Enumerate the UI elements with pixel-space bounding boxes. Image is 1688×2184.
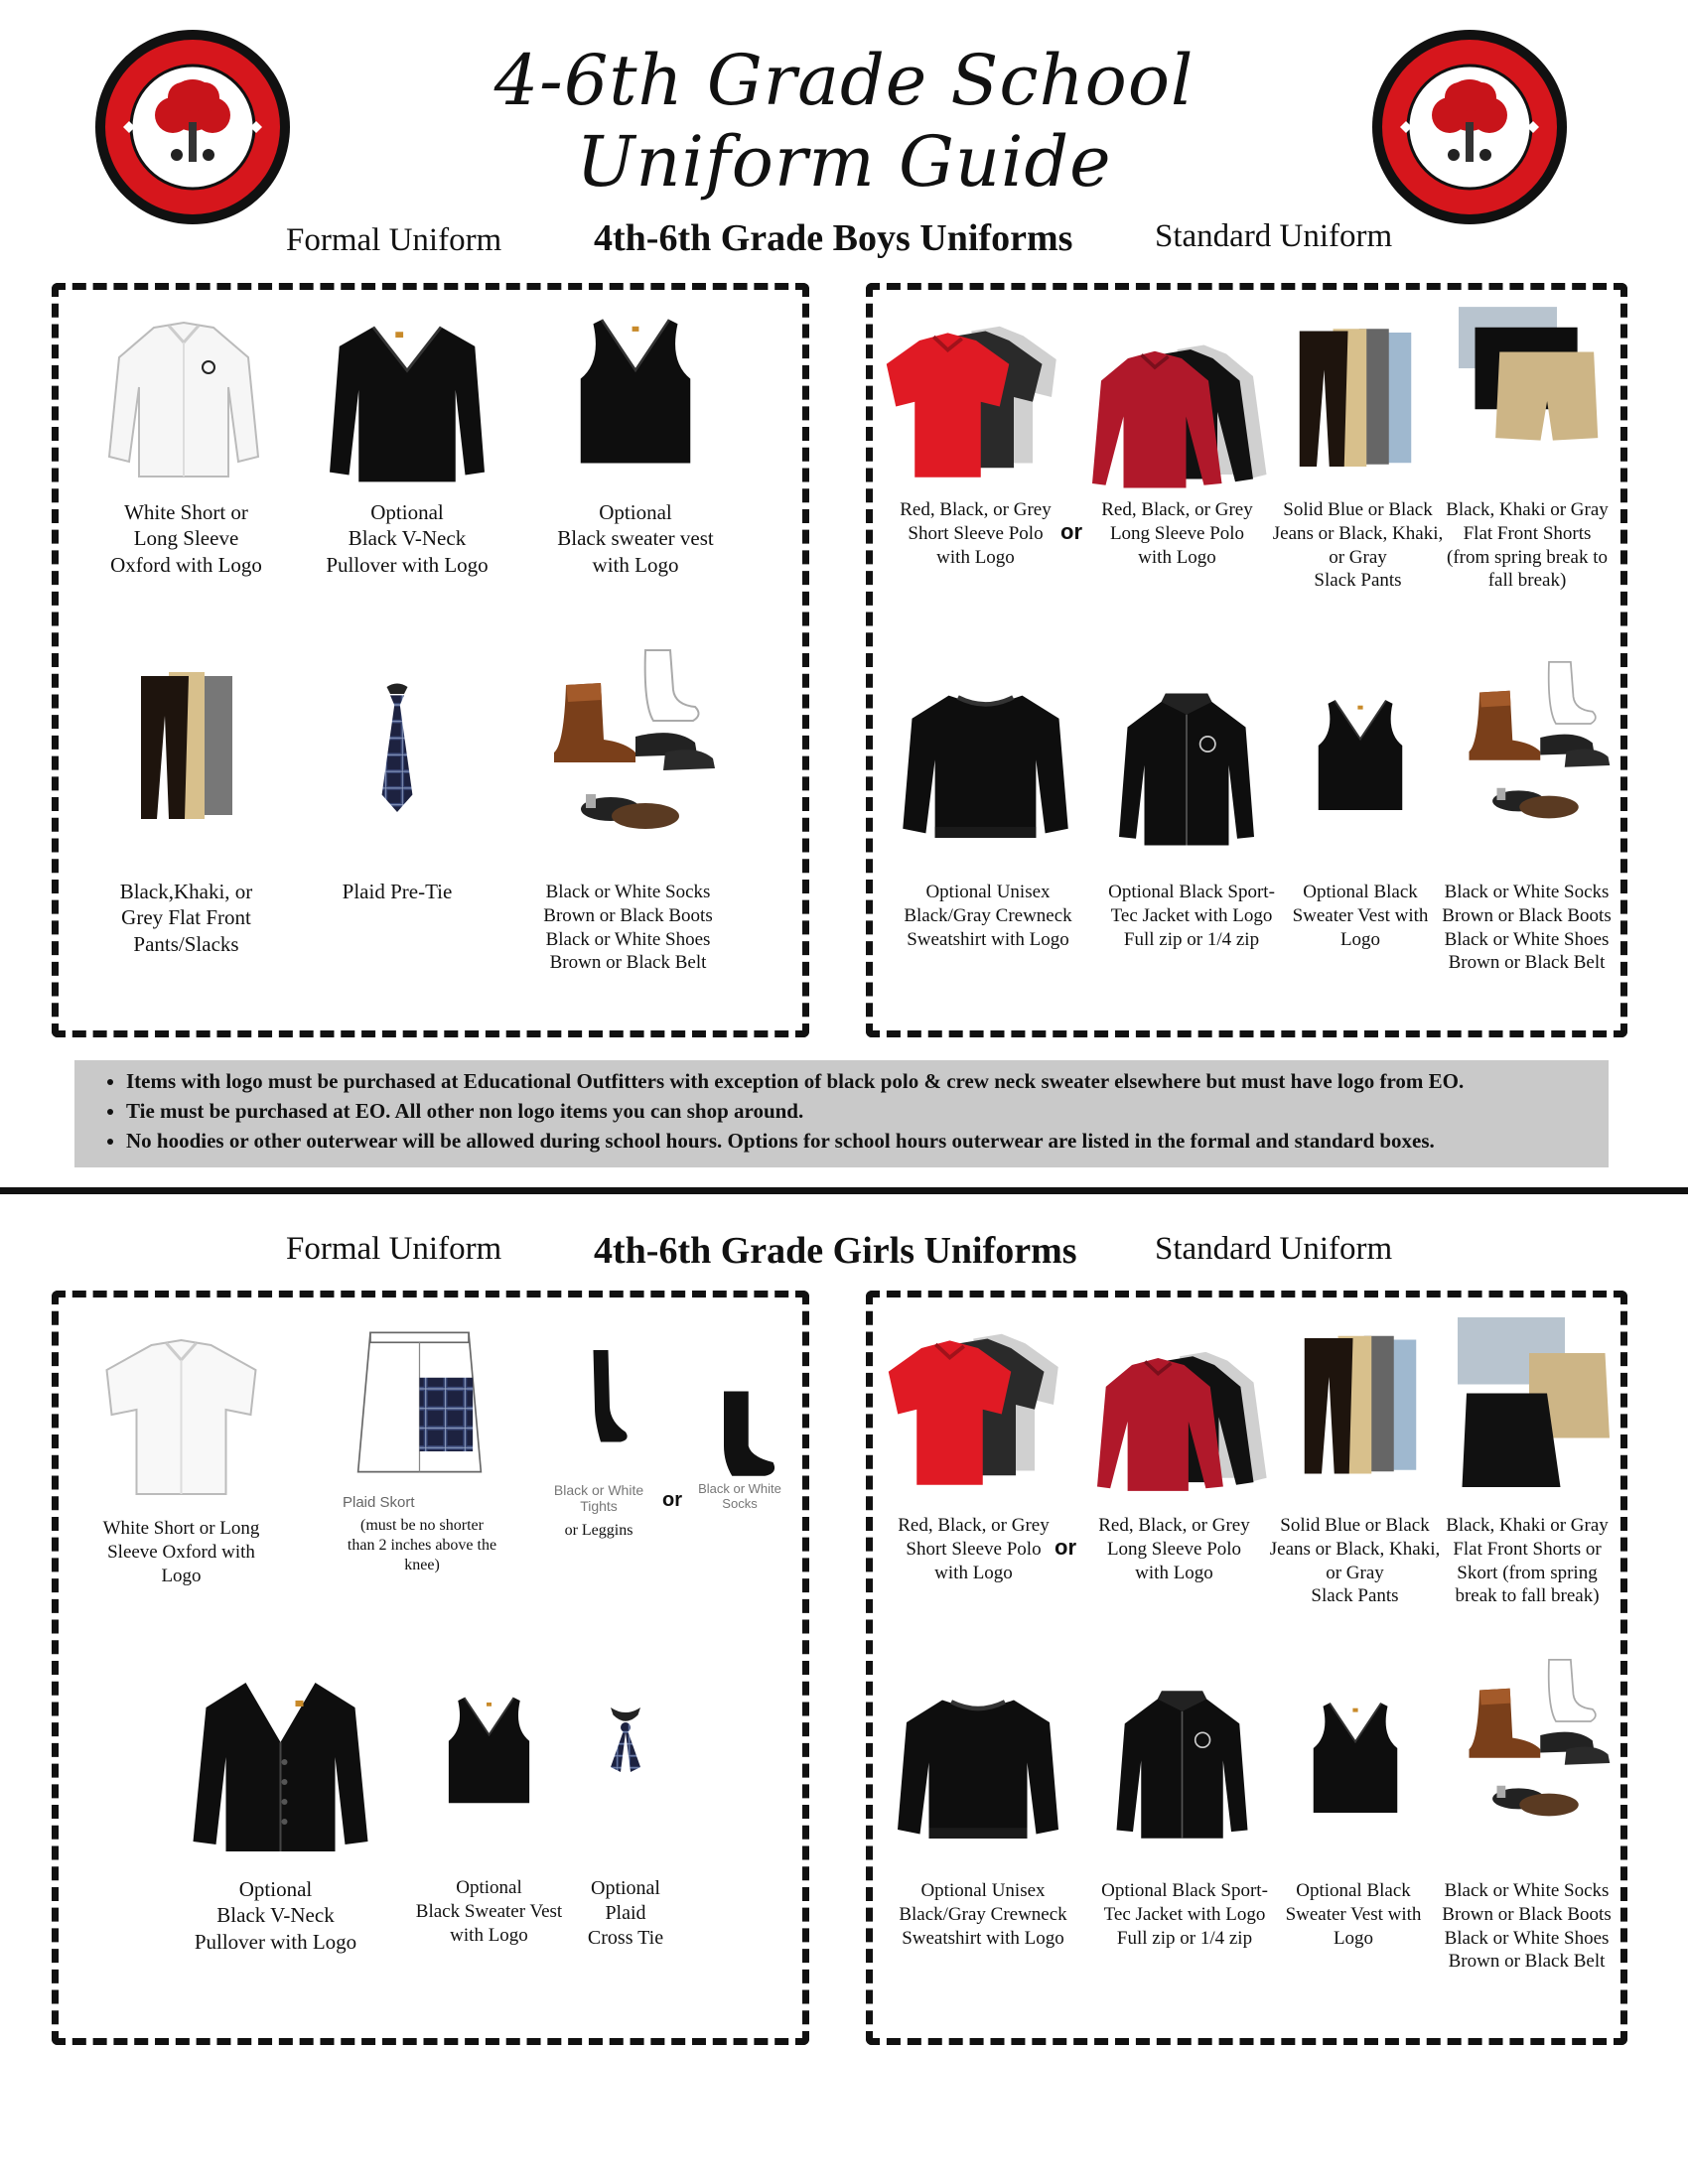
note-item: • Tie must be purchased at EO. All other non logo items you can shop around. — [126, 1096, 1609, 1126]
flat-front-shorts-icon — [1435, 303, 1614, 467]
girls-skort-label: Plaid Skort — [343, 1494, 415, 1511]
boys-standard-caption-6: Optional Black Sport- Tec Jacket with Logo Full zip or 1/4 zip — [1108, 882, 1275, 950]
girls-standard-caption-5: Optional Unisex Black/Gray Crewneck Sweatshirt with Logo — [899, 1880, 1067, 1949]
girls-standard-caption-7: Optional Black Sweater Vest with Logo — [1285, 1880, 1422, 1949]
socks-icon — [680, 1375, 789, 1484]
boys-standard-label: Standard Uniform — [1155, 218, 1393, 254]
boys-standard-caption-8: Black or White Socks Brown or Black Boots Black or White Shoes Brown or Black Belt — [1442, 882, 1612, 974]
girls-formal-caption-1: White Short or Long Sleeve Oxford with Logo — [102, 1518, 260, 1586]
crewneck-sweatshirt-icon — [894, 665, 1077, 864]
girls-standard-label: Standard Uniform — [1155, 1231, 1393, 1267]
boys-heading: 4th-6th Grade Boys Uniforms — [594, 217, 1073, 259]
socks-boots-shoes-belt-icon — [1445, 1623, 1618, 1861]
boys-standard-caption-1: Red, Black, or Grey Short Sleeve Polo with Logo — [900, 499, 1052, 568]
short-sleeve-polo-icon — [874, 1310, 1082, 1499]
boys-formal-caption-4: Black,Khaki, or Grey Flat Front Pants/Slacks — [119, 880, 253, 956]
boys-standard-caption-5: Optional Unisex Black/Gray Crewneck Sweatshirt with Logo — [904, 882, 1072, 950]
sport-tec-jacket-icon — [1100, 1663, 1264, 1866]
boys-formal-caption-3: Optional Black sweater vest with Logo — [557, 500, 714, 577]
boys-or-label: or — [1060, 519, 1082, 544]
girls-formal-caption-6: Optional Black Sweater Vest with Logo — [415, 1877, 563, 1946]
shorts-skort-icon — [1440, 1310, 1618, 1494]
school-logo-left — [93, 28, 292, 226]
plaid-pre-tie-icon — [328, 665, 467, 834]
plaid-cross-tie-icon — [576, 1698, 675, 1807]
boys-formal-label: Formal Uniform — [286, 222, 502, 258]
girls-formal-caption-2: (must be no shorter than 2 inches above the knee) — [347, 1517, 497, 1573]
jeans-slacks-icon — [1286, 1312, 1435, 1501]
girls-heading: 4th-6th Grade Girls Uniforms — [594, 1230, 1077, 1272]
white-oxford-shirt-icon — [70, 1315, 293, 1514]
short-sleeve-polo-icon — [872, 303, 1080, 491]
girls-socks-label: Black or White Socks — [698, 1481, 781, 1511]
girls-formal-caption-3: or Leggins — [564, 1522, 633, 1539]
page-title: 4-6th Grade School Uniform Guide — [493, 40, 1195, 203]
boys-standard-caption-7: Optional Black Sweater Vest with Logo — [1292, 882, 1429, 950]
boys-formal-caption-2: Optional Black V-Neck Pullover with Logo — [326, 500, 489, 577]
white-oxford-shirt-icon — [79, 298, 288, 496]
black-sweater-vest-icon — [427, 1668, 551, 1827]
black-sweater-vest-icon — [551, 303, 720, 472]
boys-standard-caption-3: Solid Blue or Black Jeans or Black, Khaki, or Gray Slack Pants — [1272, 499, 1444, 592]
girls-or-label: or — [1055, 1535, 1076, 1560]
flat-front-pants-icon — [109, 643, 268, 852]
girls-tights-label: Black or White Tights — [553, 1482, 644, 1514]
girls-standard-caption-3: Solid Blue or Black Jeans or Black, Khaki, or Gray Slack Pants — [1269, 1515, 1441, 1607]
girls-formal-or-label: or — [662, 1489, 682, 1511]
plaid-skort-icon — [338, 1310, 501, 1494]
girls-formal-caption-5: Optional Black V-Neck Pullover with Logo — [194, 1877, 357, 1954]
notes-panel — [74, 1060, 1609, 1167]
long-sleeve-polo-icon — [1082, 1330, 1286, 1504]
section-divider — [0, 1187, 1688, 1194]
note-item: • No hoodies or other outerwear will be allowed during school hours. Options for school hours outerwear are listed in the formal and standard boxes. — [126, 1126, 1609, 1156]
sport-tec-jacket-icon — [1102, 665, 1271, 874]
tights-icon — [551, 1315, 650, 1479]
girls-formal-caption-7: Optional Plaid Cross Tie — [587, 1877, 664, 1949]
boys-standard-caption-4: Black, Khaki or Gray Flat Front Shorts (from spring break to fall break) — [1446, 499, 1609, 592]
crewneck-sweatshirt-icon — [889, 1668, 1067, 1866]
school-logo-right — [1370, 28, 1569, 226]
black-sweater-vest-icon — [1291, 1678, 1420, 1832]
note-item: • Items with logo must be purchased at Educational Outfitters with exception of black polo & crew neck sweater elsewhere but must have logo from EO. — [126, 1066, 1609, 1096]
socks-boots-shoes-belt-icon — [1445, 630, 1618, 859]
girls-standard-caption-6: Optional Black Sport- Tec Jacket with Logo Full zip or 1/4 zip — [1101, 1880, 1268, 1949]
long-sleeve-polo-icon — [1077, 323, 1286, 501]
girls-standard-caption-2: Red, Black, or Grey Long Sleeve Polo with Logo — [1098, 1515, 1250, 1583]
girls-standard-caption-8: Black or White Socks Brown or Black Boots Black or White Shoes Brown or Black Belt — [1442, 1880, 1612, 1973]
socks-boots-shoes-belt-icon — [526, 611, 725, 879]
girls-formal-label: Formal Uniform — [286, 1231, 502, 1267]
boys-formal-caption-5: Plaid Pre-Tie — [342, 880, 453, 903]
girls-standard-caption-1: Red, Black, or Grey Short Sleeve Polo with Logo — [898, 1515, 1050, 1583]
boys-formal-caption-1: White Short or Long Sleeve Oxford with Logo — [110, 500, 262, 577]
black-sweater-vest-icon — [1296, 675, 1425, 829]
black-v-neck-pullover-icon — [308, 303, 506, 496]
boys-formal-caption-6: Black or White Socks Brown or Black Boots Black or White Shoes Brown or Black Belt — [543, 882, 713, 974]
black-cardigan-icon — [179, 1663, 382, 1861]
girls-standard-caption-4: Black, Khaki or Gray Flat Front Shorts or Skort (from spring break to fall break) — [1446, 1515, 1609, 1607]
jeans-slacks-icon — [1281, 303, 1430, 496]
boys-standard-caption-2: Red, Black, or Grey Long Sleeve Polo with Logo — [1101, 499, 1253, 568]
